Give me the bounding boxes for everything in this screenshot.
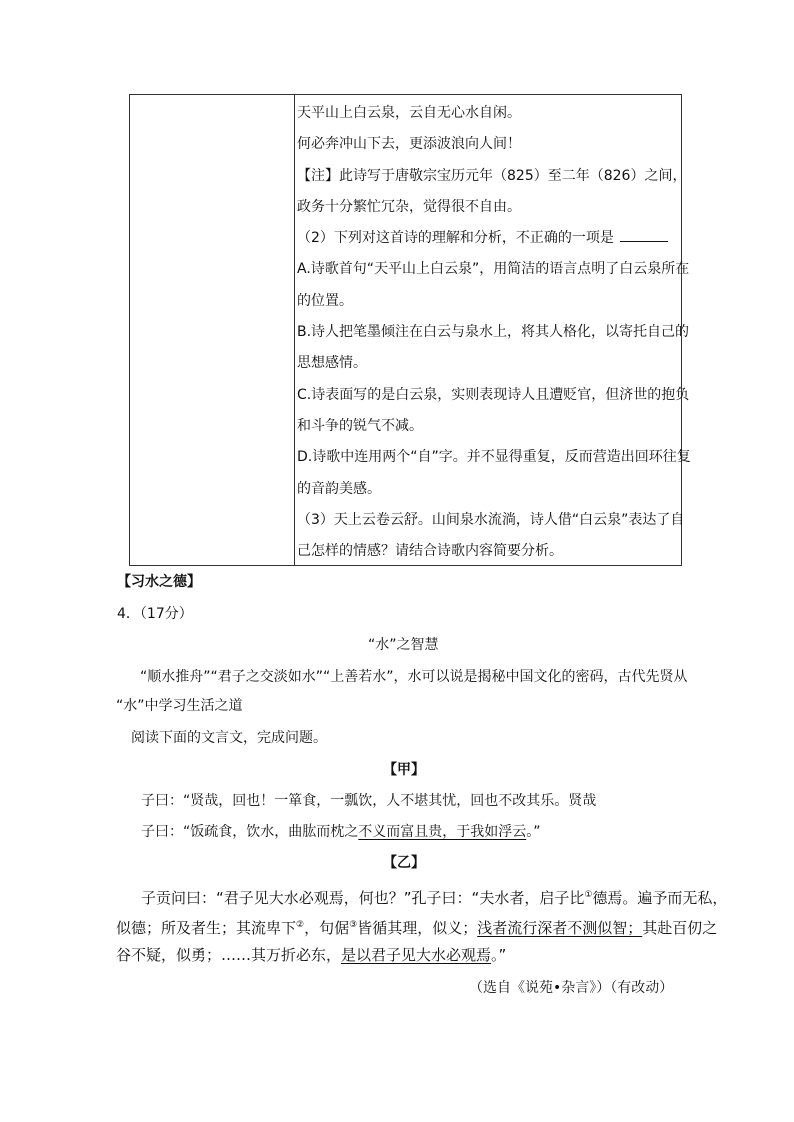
option-a-cont: 的位置。 xyxy=(297,292,353,309)
yi-line-1: 子贡问曰：“君子见大水必观焉，何也？”孔子曰：“夫水者，启子比①德焉。遍予而无私， xyxy=(141,889,728,907)
underlined-sentence: 是以君子见大水必观焉 xyxy=(341,946,492,964)
footnote-marker: ① xyxy=(584,890,593,900)
intro-line-2: “水”中学习生活之道 xyxy=(116,698,243,714)
option-d-cont: 的音韵美感。 xyxy=(297,480,381,497)
underlined-sentence: 不义而富且贵，于我如浮云 xyxy=(358,824,527,840)
poem-table xyxy=(129,94,691,566)
underlined-sentence: 浅者流行深者不测似智； xyxy=(477,919,643,937)
table-column-divider xyxy=(294,95,295,565)
instruction: 阅读下面的文言文，完成问题。 xyxy=(131,730,327,746)
jia-line-1: 子曰：“贤哉，回也！一箪食，一瓢饮，人不堪其忧，回也不改其乐。贤哉 xyxy=(141,793,597,809)
footnote-marker: ② xyxy=(296,920,305,930)
poem-note: 政务十分繁忙冗杂，觉得很不自由。 xyxy=(297,198,521,215)
source-citation: （选自《说苑•杂言》）（有改动） xyxy=(469,980,674,996)
answer-blank[interactable] xyxy=(620,227,668,242)
footnote-marker: ③ xyxy=(349,920,358,930)
option-c-cont: 和斗争的锐气不减。 xyxy=(297,417,423,434)
passage-title: “水”之智慧 xyxy=(368,637,439,653)
option-c: C.诗表面写的是白云泉，实则表现诗人且遭贬官，但济世的抱负 xyxy=(297,386,690,403)
intro-line-1: “顺水推舟”“君子之交淡如水”“上善若水”，水可以说是揭秘中国文化的密码，古代先贤从 xyxy=(140,669,688,685)
poem-cell xyxy=(297,101,691,570)
jia-title: 【甲】 xyxy=(383,762,425,778)
question-2-stem xyxy=(297,226,679,257)
option-a: A.诗歌首句“天平山上白云泉”，用简洁的语言点明了白云泉所在 xyxy=(297,261,690,278)
question-3-cont: 己怎样的情感？请结合诗歌内容简要分析。 xyxy=(297,543,563,560)
jia-line-2: 子曰：“饭疏食，饮水，曲肱而枕之不义而富且贵，于我如浮云。” xyxy=(141,824,541,840)
question-number: 4．（17分） xyxy=(117,606,193,622)
yi-title: 【乙】 xyxy=(383,855,425,871)
poem-line: 何必奔冲山下去，更添波浪向人间！ xyxy=(297,136,521,153)
question-3: （3）天上云卷云舒。山间泉水流淌，诗人借“白云泉”表达了自 xyxy=(297,511,685,528)
option-b: B.诗人把笔墨倾注在白云与泉水上，将其人格化，以寄托自己的 xyxy=(297,324,690,341)
yi-line-2: 似德；所及者生；其流卑下②，句倨③皆循其理，似义；浅者流行深者不测似智；其赴百仞之 xyxy=(116,919,718,937)
section-label: 【习水之德】 xyxy=(117,574,201,590)
yi-line-3: 谷不疑，似勇；……其万折必东，是以君子见大水必观焉。” xyxy=(116,946,507,964)
poem-line: 天平山上白云泉，云自无心水自闲。 xyxy=(297,105,521,121)
option-d: D.诗歌中连用两个“自”字。并不显得重复，反而营造出回环往复 xyxy=(297,449,691,466)
option-b-cont: 思想感情。 xyxy=(297,355,367,372)
poem-note: 【注】此诗写于唐敬宗宝历元年（825）至二年（826）之间， xyxy=(297,167,687,184)
question-2-text: （2）下列对这首诗的理解和分析，不正确的一项是 xyxy=(297,230,614,247)
